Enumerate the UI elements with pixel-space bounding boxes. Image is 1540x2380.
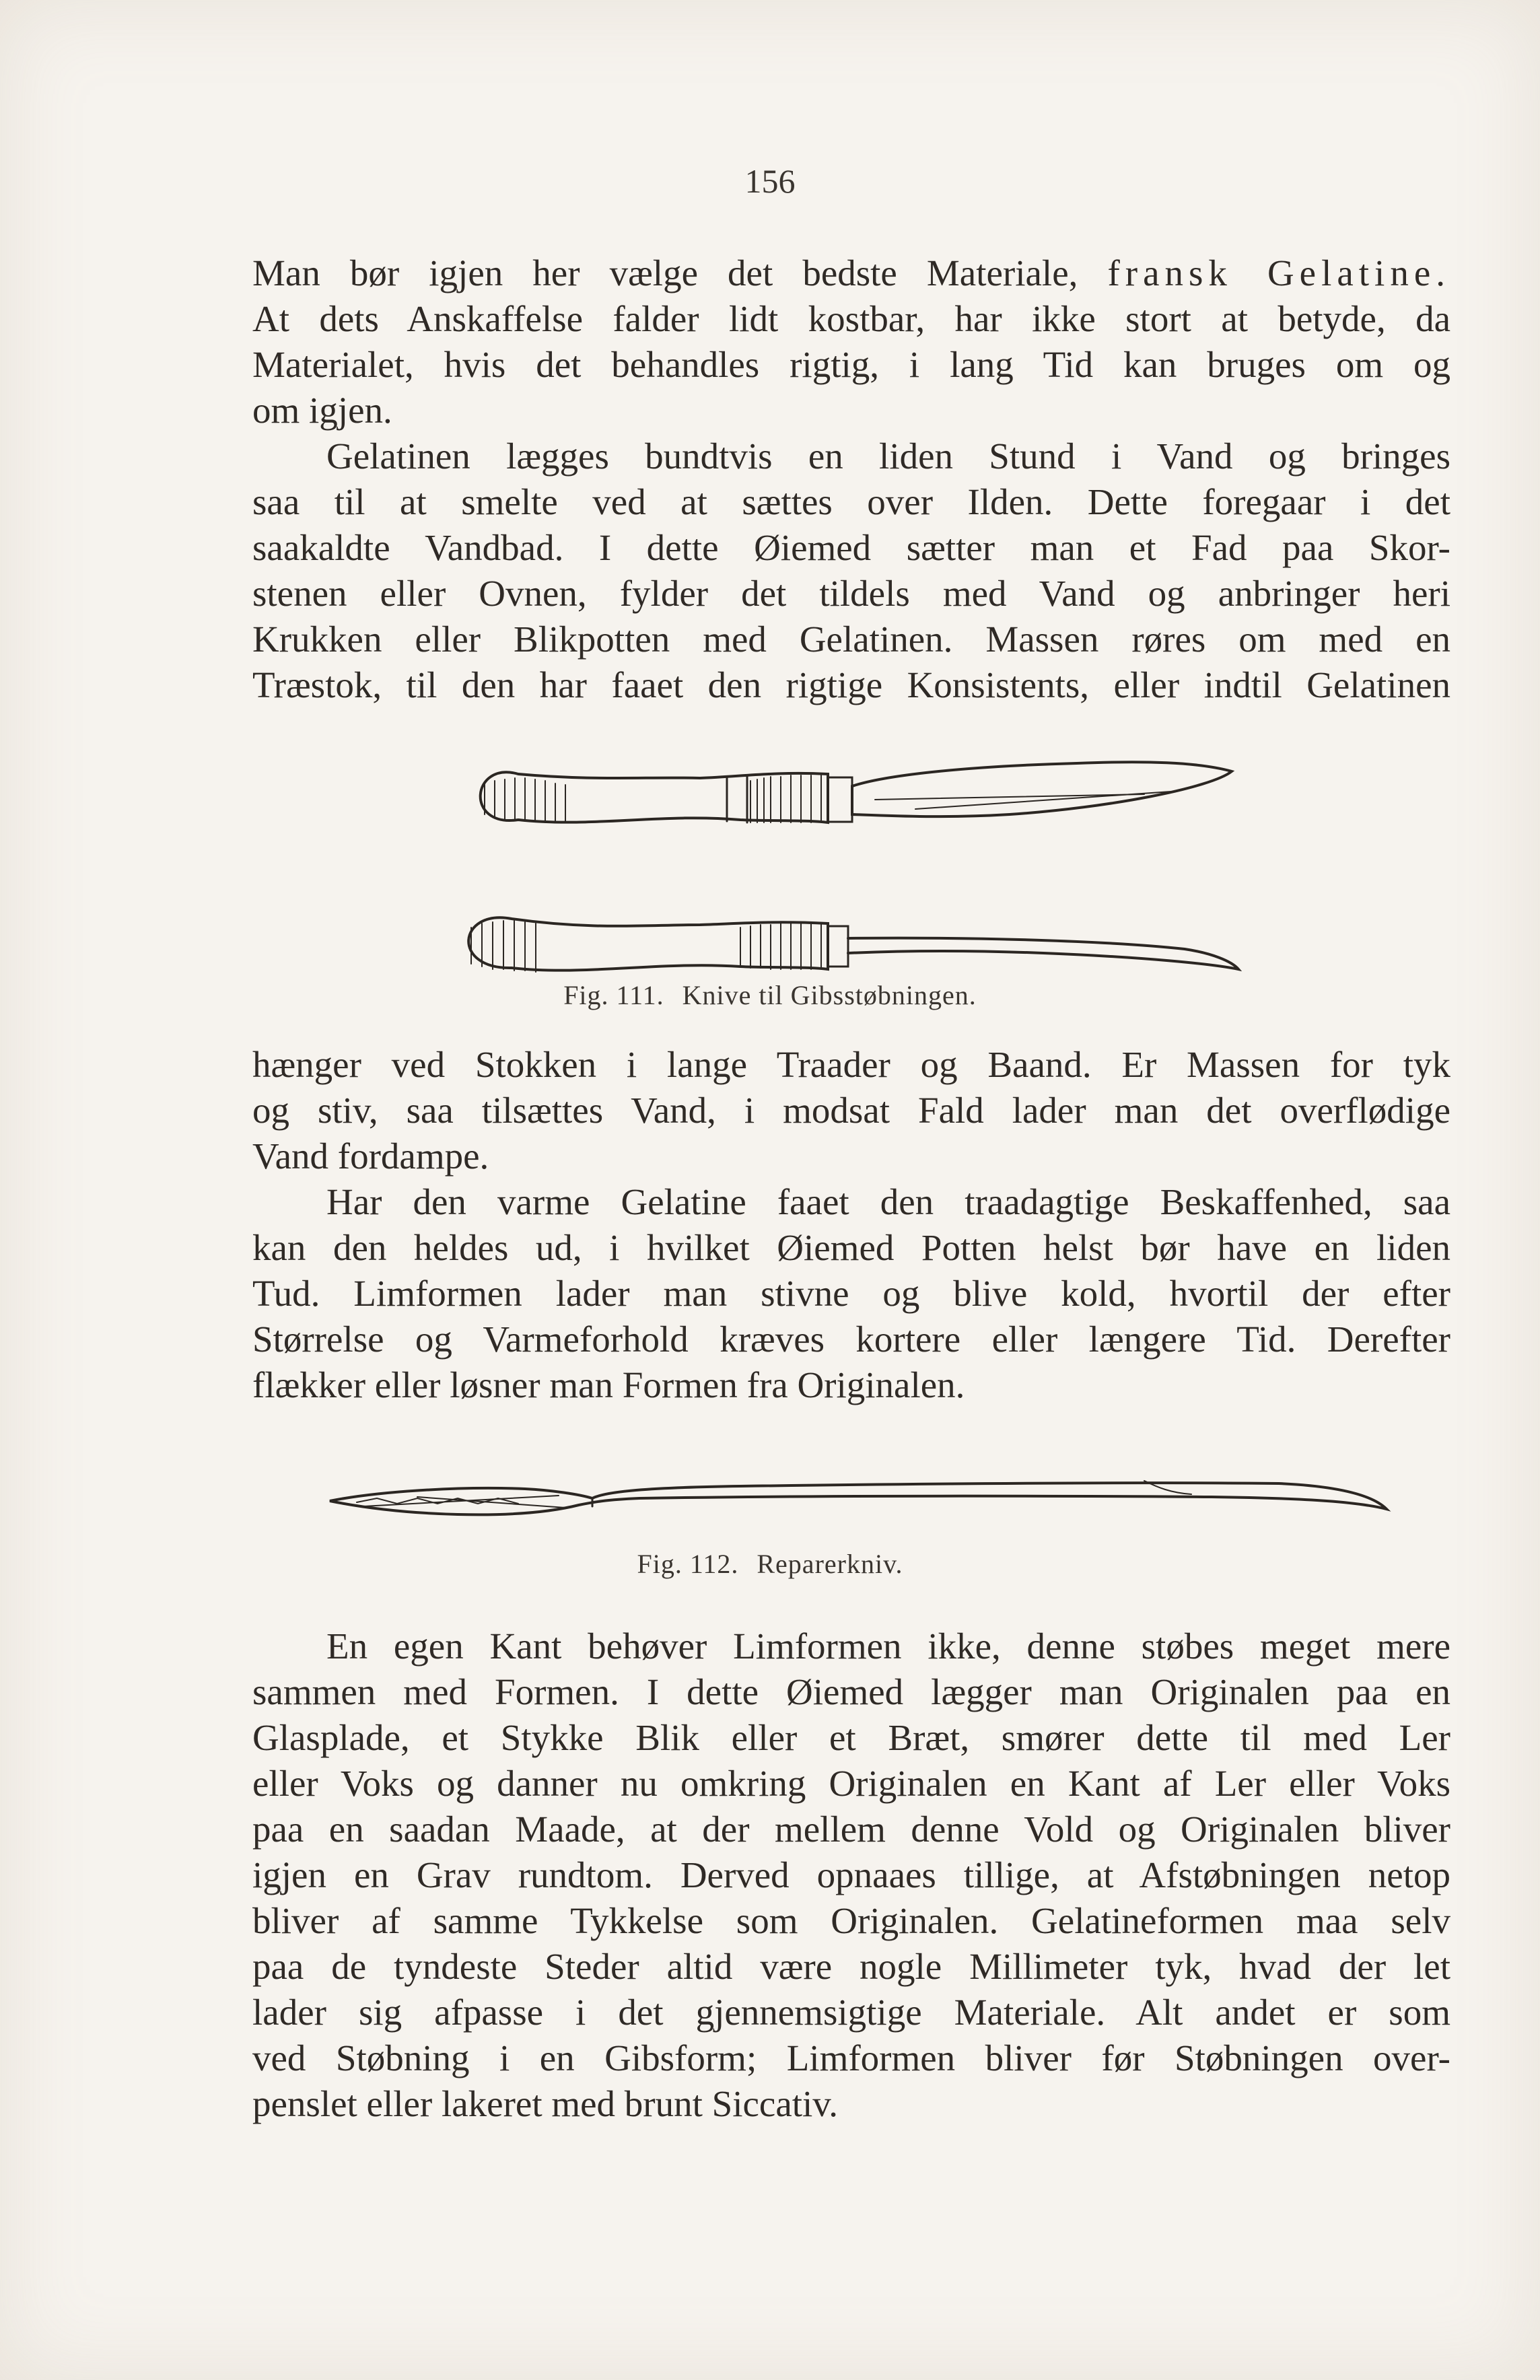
paragraph4-line1: Har den varme Gelatine faaet den traadagtige Beskaffenhed, saa bbox=[326, 1181, 1450, 1222]
paragraph3-line2: og stiv, saa tilsættes Vand, i modsat Fald lader man det overflødige bbox=[252, 1090, 1450, 1131]
paragraph2-line6: Træstok, til den har faaet den rigtige Konsistents, eller indtil Gelatinen bbox=[252, 664, 1450, 705]
paragraph2-line4: stenen eller Ovnen, fylder det tildels med Vand og anbringer heri bbox=[252, 573, 1450, 614]
paragraph5-line11: penslet eller lakeret med brunt Siccativ. bbox=[252, 2083, 838, 2124]
figure-112 bbox=[0, 1454, 1540, 1588]
paragraph5-line8: paa de tyndeste Steder altid være nogle Millimeter tyk, hvad der let bbox=[252, 1946, 1450, 1987]
paragraph1-line1 bbox=[252, 250, 1450, 296]
figure-111 bbox=[0, 747, 1540, 1030]
paragraph5-line1: En egen Kant behøver Limformen ikke, denne støbes meget mere bbox=[326, 1625, 1450, 1667]
page-number: 156 bbox=[744, 162, 796, 200]
text-block-bottom bbox=[252, 1623, 1450, 2127]
paragraph4-line3: Tud. Limformen lader man stivne og blive kold, hvortil der efter bbox=[252, 1273, 1450, 1314]
paragraph3-line3: Vand fordampe. bbox=[252, 1135, 489, 1177]
paragraph1-line1-text: Man bør igjen her vælge det bedste Materiale, bbox=[252, 252, 1078, 293]
paragraph1-line2: At dets Anskaffelse falder lidt kostbar, har ikke stort at betyde, da bbox=[252, 298, 1450, 339]
paragraph5-line2: sammen med Formen. I dette Øiemed lægger man Originalen paa en bbox=[252, 1671, 1450, 1712]
emphasized-term: fransk Gelatine. bbox=[1107, 252, 1450, 293]
paragraph3-line1: hænger ved Stokken i lange Traader og Baand. Er Massen for tyk bbox=[252, 1044, 1450, 1085]
paragraph5-line7: bliver af samme Tykkelse som Originalen. Gelatineformen maa selv bbox=[252, 1900, 1450, 1941]
paragraph5-line9: lader sig afpasse i det gjennemsigtige Materiale. Alt andet er som bbox=[252, 1992, 1450, 2033]
figure-112-caption-text: Reparerkniv. bbox=[757, 1549, 903, 1579]
text-block-top bbox=[252, 250, 1450, 708]
figure-111-caption-text: Knive til Gibsstøbningen. bbox=[682, 980, 977, 1010]
paragraph4-line5: flækker eller løsner man Formen fra Originalen. bbox=[252, 1364, 965, 1405]
figure-112-label: Fig. 112. bbox=[637, 1549, 739, 1579]
paragraph1-line4: om igjen. bbox=[252, 390, 392, 431]
paragraph5-line3: Glasplade, et Stykke Blik eller et Bræt, smører dette til med Ler bbox=[252, 1717, 1450, 1758]
paragraph5-line6: igjen en Grav rundtom. Derved opnaaes tillige, at Afstøbningen netop bbox=[252, 1854, 1450, 1895]
paragraph5-line5: paa en saadan Maade, at der mellem denne Vold og Originalen bliver bbox=[252, 1809, 1450, 1850]
paragraph2-line3: saakaldte Vandbad. I dette Øiemed sætter man et Fad paa Skor- bbox=[252, 527, 1450, 568]
paragraph4-line2: kan den heldes ud, i hvilket Øiemed Potten helst bør have en liden bbox=[252, 1227, 1450, 1268]
figure-112-caption bbox=[0, 1548, 1540, 1580]
figure-111-label: Fig. 111. bbox=[563, 980, 664, 1010]
paragraph5-line10: ved Støbning i en Gibsform; Limformen bliver før Støbningen over- bbox=[252, 2037, 1450, 2078]
text-block-middle bbox=[252, 1042, 1450, 1408]
paragraph2-line2: saa til at smelte ved at sættes over Ilden. Dette foregaar i det bbox=[252, 481, 1450, 522]
figure-111-caption bbox=[0, 979, 1540, 1011]
paragraph2-line1: Gelatinen lægges bundtvis en liden Stund i Vand og bringes bbox=[326, 435, 1450, 477]
paragraph2-line5: Krukken eller Blikpotten med Gelatinen. Massen røres om med en bbox=[252, 619, 1450, 660]
paragraph1-line3: Materialet, hvis det behandles rigtig, i lang Tid kan bruges om og bbox=[252, 344, 1450, 385]
paragraph5-line4: eller Voks og danner nu omkring Originalen en Kant af Ler eller Voks bbox=[252, 1763, 1450, 1804]
paragraph4-line4: Størrelse og Varmeforhold kræves kortere eller længere Tid. Derefter bbox=[252, 1319, 1450, 1360]
